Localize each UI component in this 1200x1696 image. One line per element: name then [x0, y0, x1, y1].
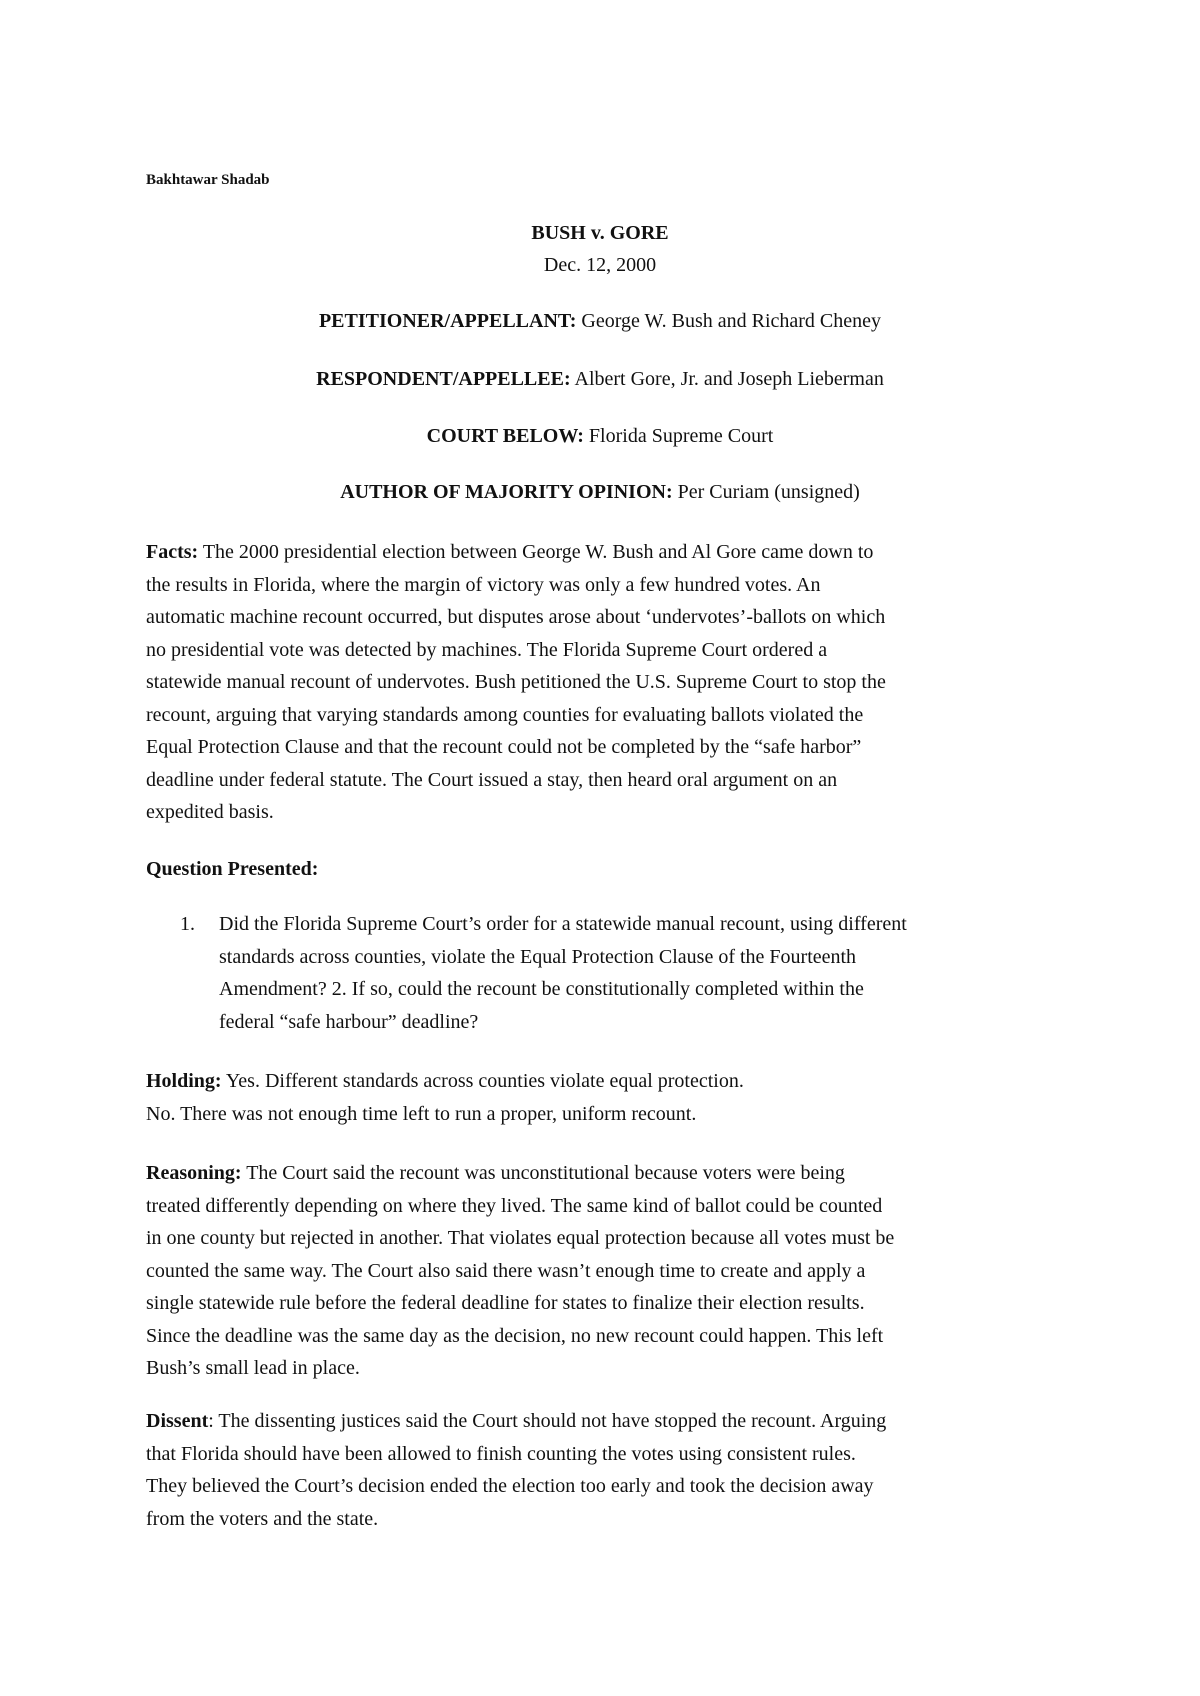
question-line: standards across counties, violate the Equal Protection Clause of the Fourteenth	[219, 945, 857, 968]
petitioner-label: PETITIONER/APPELLANT:	[318, 310, 577, 332]
holding-text: Yes. Different standards across counties violate equal protection.	[221, 1070, 744, 1092]
holding-line: No. There was not enough time left to run a proper, uniform recount.	[146, 1102, 697, 1125]
reasoning-line: Bush’s small lead in place.	[146, 1357, 360, 1379]
dissent-line: from the voters and the state.	[146, 1507, 379, 1530]
petitioner-value: George W. Bush and Richard Cheney	[576, 310, 882, 332]
majority-author-value: Per Curiam (unsigned)	[672, 481, 860, 503]
respondent-line	[146, 364, 1054, 394]
facts-line: deadline under federal statute. The Court issued a stay, then heard oral argument on an	[146, 768, 838, 791]
facts-line	[146, 536, 1066, 569]
court-below-label: COURT BELOW:	[426, 425, 584, 447]
dissent-label: Dissent	[146, 1410, 209, 1432]
reasoning-label: Reasoning:	[146, 1162, 242, 1184]
respondent-value: Albert Gore, Jr. and Joseph Lieberman	[570, 368, 884, 390]
facts-line: Equal Protection Clause and that the recount could not be completed by the “safe harbor”	[146, 736, 862, 758]
facts-line: statewide manual recount of undervotes. Bush petitioned the U.S. Supreme Court to stop the	[146, 671, 886, 693]
dissent-line: They believed the Court’s decision ended the election too early and took the decision away	[146, 1475, 874, 1497]
dissent-line: that Florida should have been allowed to finish counting the votes using consistent rules.	[146, 1442, 856, 1465]
question-text	[219, 908, 1066, 1038]
reasoning-line: counted the same way. The Court also said there wasn’t enough time to create and apply a	[146, 1259, 866, 1282]
case-title: BUSH v. GORE	[531, 222, 669, 244]
question-line: Did the Florida Supreme Court’s order for a statewide manual recount, using different	[219, 913, 907, 935]
reasoning-line	[146, 1157, 1066, 1190]
question-list	[180, 908, 1066, 1038]
court-below-line	[146, 421, 1054, 451]
facts-line: no presidential vote was detected by machines. The Florida Supreme Court ordered a	[146, 638, 828, 661]
court-below-value: Florida Supreme Court	[583, 425, 774, 447]
majority-author-label: AUTHOR OF MAJORITY OPINION:	[340, 481, 673, 503]
facts-line: automatic machine recount occurred, but disputes arose about ‘undervotes’-ballots on which	[146, 606, 886, 628]
question-line: federal “safe harbour” deadline?	[219, 1010, 479, 1033]
reasoning-line: Since the deadline was the same day as the decision, no new recount could happen. This left	[146, 1324, 884, 1347]
facts-label: Facts:	[146, 541, 199, 563]
facts-text: The 2000 presidential election between George W. Bush and Al Gore came down to	[198, 541, 874, 563]
case-date: Dec. 12, 2000	[543, 254, 657, 276]
facts-section	[146, 536, 1066, 829]
question-presented-heading: Question Presented:	[146, 858, 319, 880]
question-number: 1.	[180, 913, 195, 935]
respondent-label: RESPONDENT/APPELLEE:	[316, 368, 571, 390]
question-line: Amendment? 2. If so, could the recount be constitutionally completed within the	[219, 978, 864, 1000]
dissent-line	[146, 1405, 1066, 1438]
facts-line: recount, arguing that varying standards among counties for evaluating ballots violated the	[146, 703, 864, 726]
facts-line: the results in Florida, where the margin of victory was only a few hundred votes. An	[146, 573, 821, 596]
reasoning-text: The Court said the recount was unconstitutional because voters were being	[241, 1162, 845, 1184]
reasoning-line: single statewide rule before the federal deadline for states to finalize their election results.	[146, 1292, 865, 1314]
reasoning-line: treated differently depending on where they lived. The same kind of ballot could be counted	[146, 1194, 883, 1217]
holding-section	[146, 1065, 1066, 1130]
holding-line	[146, 1065, 1066, 1098]
facts-line: expedited basis.	[146, 801, 274, 823]
reasoning-section	[146, 1157, 1066, 1385]
dissent-section	[146, 1405, 1066, 1535]
dissent-text: : The dissenting justices said the Court should not have stopped the recount. Arguing	[208, 1410, 887, 1432]
holding-label: Holding:	[146, 1070, 222, 1092]
reasoning-line: in one county but rejected in another. That violates equal protection because all votes must be	[146, 1227, 895, 1249]
majority-author-line	[146, 477, 1054, 507]
author-name: Bakhtawar Shadab	[146, 172, 270, 188]
petitioner-line	[146, 306, 1054, 336]
